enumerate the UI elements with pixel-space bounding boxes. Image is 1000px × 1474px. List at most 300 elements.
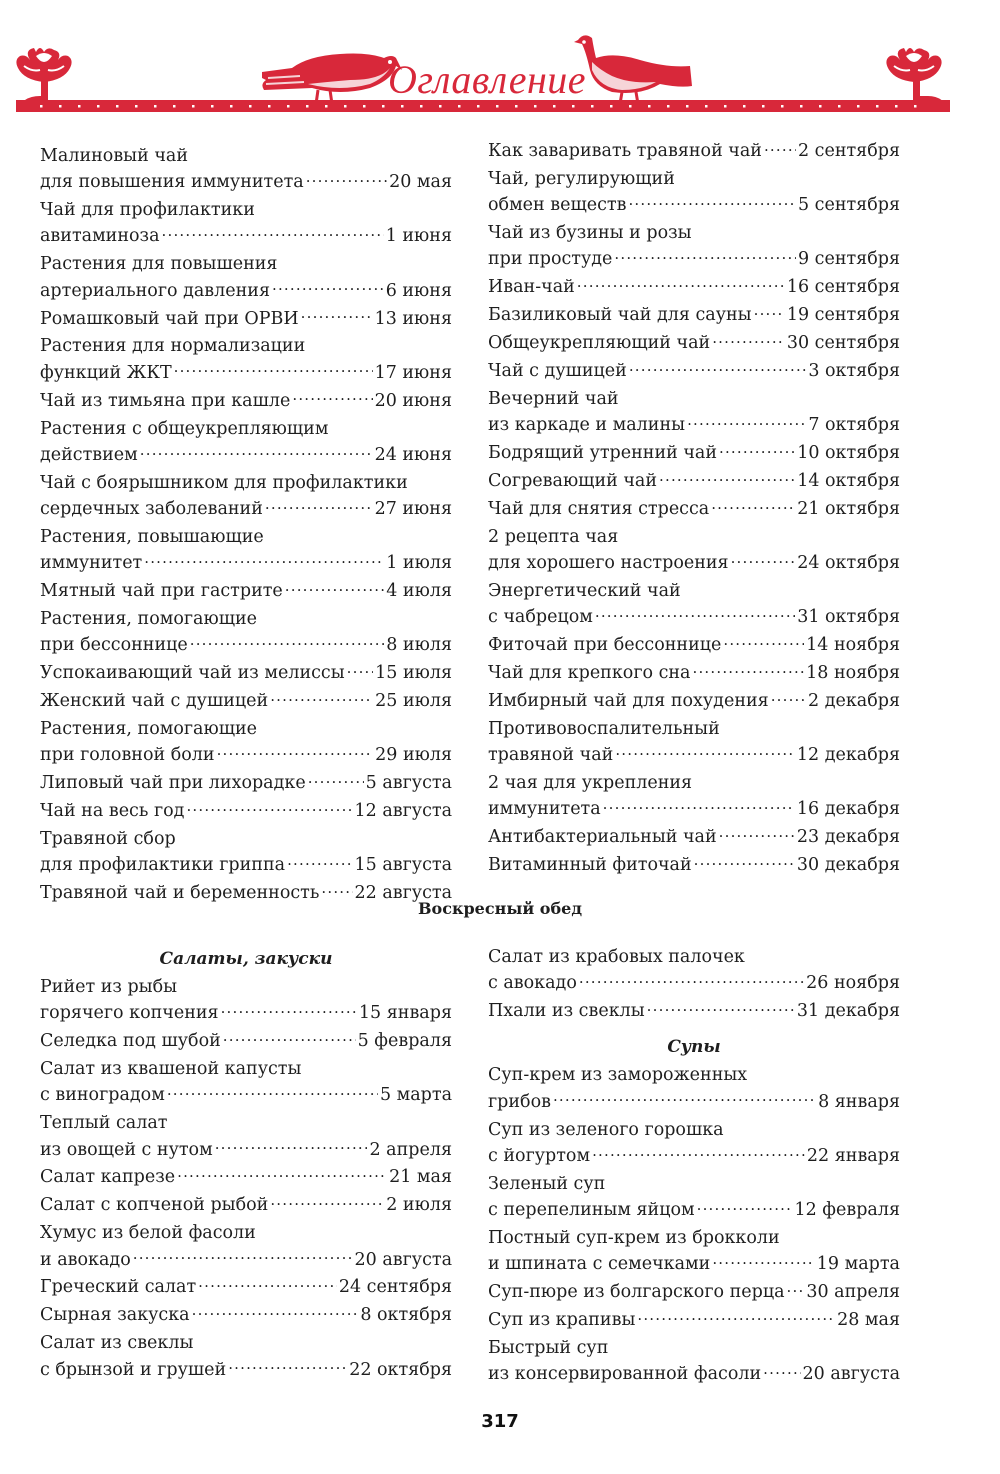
bar-dot xyxy=(705,105,708,108)
dot-leader xyxy=(215,1137,368,1155)
entry-date: 24 октября xyxy=(797,552,900,573)
toc-entry[interactable] xyxy=(40,416,452,469)
entry-title: Суп-пюре из болгарского перца xyxy=(488,1282,785,1303)
entry-leader-line xyxy=(488,246,900,272)
toc-entry[interactable] xyxy=(40,1164,452,1190)
entry-date: 17 июня xyxy=(374,362,452,383)
toc-entry[interactable] xyxy=(40,1220,452,1273)
dot-leader xyxy=(272,278,384,296)
entry-title: из овощей с нутом xyxy=(40,1139,213,1160)
toc-entry[interactable] xyxy=(488,998,900,1024)
bar-dot xyxy=(534,105,537,108)
toc-entry[interactable] xyxy=(488,468,900,494)
entry-title-line: Растения для нормализации xyxy=(40,336,306,357)
entry-title-line: Травяной сбор xyxy=(40,828,176,849)
entry-title: Иван-чай xyxy=(488,277,575,298)
entry-title-line: Постный суп-крем из брокколи xyxy=(488,1228,780,1249)
dot-leader xyxy=(223,1029,356,1047)
dot-leader xyxy=(579,971,804,989)
entry-leader-line xyxy=(488,440,900,466)
entry-title: Чай с душицей xyxy=(488,360,627,381)
dot-leader xyxy=(306,170,387,188)
entry-leader-line xyxy=(40,1082,452,1108)
entry-title-line: Рийет из рыбы xyxy=(40,977,178,997)
entry-date: 12 февраля xyxy=(794,1200,900,1221)
entry-date: 22 октября xyxy=(349,1359,452,1380)
dot-leader xyxy=(140,442,373,460)
entry-title: Чай для крепкого сна xyxy=(488,662,691,683)
dot-leader xyxy=(174,360,373,378)
toc-entry[interactable] xyxy=(40,470,452,523)
toc-entry[interactable] xyxy=(40,251,452,304)
toc-entry[interactable] xyxy=(488,1117,900,1170)
bar-dot xyxy=(363,105,366,108)
entry-title: Успокаивающий чай из мелиссы xyxy=(40,663,345,684)
soups-heading: Супы xyxy=(667,1037,721,1058)
dot-leader xyxy=(754,303,785,321)
bottom-column-right xyxy=(488,944,900,1389)
entry-date: 5 февраля xyxy=(357,1031,452,1052)
toc-entry[interactable] xyxy=(488,852,900,878)
dot-leader xyxy=(787,1280,805,1298)
entry-leader-line xyxy=(40,388,452,414)
entry-date: 16 сентября xyxy=(786,277,900,298)
toc-entry[interactable] xyxy=(40,1274,452,1300)
entry-leader-line xyxy=(40,1137,452,1163)
bar-dot xyxy=(192,105,195,108)
dot-leader xyxy=(292,388,372,406)
entry-leader-line xyxy=(488,496,900,522)
entry-title: при головной боли xyxy=(40,745,215,766)
toc-entry[interactable] xyxy=(40,770,452,796)
toc-entry[interactable] xyxy=(40,660,452,686)
entry-date: 2 декабря xyxy=(808,690,900,711)
dot-leader xyxy=(270,689,373,707)
entry-leader-line xyxy=(40,1192,452,1218)
bar-dot xyxy=(819,105,822,108)
dot-leader xyxy=(637,1308,835,1326)
toc-entry[interactable] xyxy=(488,496,900,522)
entry-leader-line xyxy=(40,632,452,658)
bar-dot xyxy=(116,105,119,108)
entry-title-line: 2 чая для укрепления xyxy=(488,772,693,793)
dot-leader xyxy=(723,633,804,651)
toc-entry[interactable] xyxy=(488,330,900,356)
entry-title: и авокадо xyxy=(40,1249,131,1270)
flower-right-icon xyxy=(886,48,941,102)
toc-entry[interactable] xyxy=(40,1302,452,1328)
page-title: Оглавление xyxy=(388,57,587,102)
entry-leader-line xyxy=(40,1164,452,1190)
entry-date: 20 июня xyxy=(374,390,452,411)
dot-leader xyxy=(687,413,806,431)
bird-left-icon xyxy=(262,54,402,105)
entry-leader-line xyxy=(488,274,900,300)
entry-date: 12 августа xyxy=(354,801,452,822)
entry-title-line: Растения, повышающие xyxy=(40,526,264,547)
flower-left-icon xyxy=(16,48,71,102)
entry-leader-line xyxy=(40,1357,452,1383)
entry-title-line: Суп из зеленого горошка xyxy=(488,1119,724,1140)
dot-leader xyxy=(177,1165,387,1183)
dot-leader xyxy=(190,633,385,651)
entry-title: грибов xyxy=(488,1091,551,1112)
toc-entry[interactable] xyxy=(488,824,900,850)
dot-leader xyxy=(629,358,806,376)
entry-leader-line xyxy=(488,1307,900,1333)
dot-leader xyxy=(694,853,795,871)
entry-leader-line xyxy=(488,330,900,356)
entry-title: для профилактики гриппа xyxy=(40,855,286,876)
toc-column-right xyxy=(488,138,900,880)
dot-leader xyxy=(692,660,804,678)
entry-date: 15 января xyxy=(358,1003,452,1024)
toc-entry[interactable] xyxy=(488,688,900,714)
entry-title: для повышения иммунитета xyxy=(40,172,304,193)
dot-leader xyxy=(217,743,374,761)
entry-title: с перепелиным яйцом xyxy=(488,1200,695,1221)
entry-leader-line xyxy=(40,169,452,195)
entry-leader-line xyxy=(40,278,452,304)
entry-title-line: Растения с общеукрепляющим xyxy=(40,418,329,439)
entry-leader-line xyxy=(488,550,900,576)
toc-entry[interactable] xyxy=(40,143,452,196)
entry-title: Имбирный чай для похудения xyxy=(488,690,769,711)
bar-dot xyxy=(40,105,43,108)
entry-leader-line xyxy=(488,688,900,714)
dot-leader xyxy=(133,1247,353,1265)
entry-title-line: Чай с боярышником для профилактики xyxy=(40,472,408,493)
entry-leader-line xyxy=(40,688,452,714)
entry-date: 30 декабря xyxy=(796,855,900,875)
toc-entry[interactable] xyxy=(40,388,452,414)
bar-dot xyxy=(439,105,442,108)
bar-dot xyxy=(724,105,727,108)
toc-entry[interactable] xyxy=(40,197,452,250)
entry-title: Салат с копченой рыбой xyxy=(40,1195,269,1216)
entry-leader-line xyxy=(40,1000,452,1026)
toc-entry[interactable] xyxy=(40,688,452,714)
entry-title: с авокадо xyxy=(488,973,577,994)
entry-title: Селедка под шубой xyxy=(40,1031,221,1052)
entry-title-line: Суп-крем из замороженных xyxy=(488,1065,748,1086)
entry-title: Женский чай с душицей xyxy=(40,691,269,712)
bar-dot xyxy=(591,105,594,108)
entry-leader-line xyxy=(488,632,900,658)
entry-title-line: Растения, помогающие xyxy=(40,718,258,739)
bar-dot xyxy=(78,105,81,108)
toc-entry[interactable] xyxy=(40,333,452,386)
entry-date: 20 августа xyxy=(802,1364,900,1385)
entry-title: Общеукрепляющий чай xyxy=(488,333,711,354)
page-number: 317 xyxy=(481,1411,519,1432)
entry-date: 19 сентября xyxy=(786,305,900,326)
toc-entry[interactable] xyxy=(40,716,452,769)
entry-date: 2 сентября xyxy=(797,141,900,161)
toc-entry[interactable] xyxy=(488,302,900,328)
dot-leader xyxy=(763,1362,800,1380)
dot-leader xyxy=(192,1303,359,1321)
entry-leader-line xyxy=(40,306,452,332)
toc-entry[interactable] xyxy=(488,660,900,686)
bar-dot xyxy=(287,105,290,108)
entry-leader-line xyxy=(40,1274,452,1300)
toc-entry[interactable] xyxy=(488,1279,900,1305)
toc-entry[interactable] xyxy=(40,1056,452,1109)
dot-leader xyxy=(592,1143,805,1161)
dot-leader xyxy=(577,275,785,293)
entry-date: 12 декабря xyxy=(796,745,900,766)
toc-entry[interactable] xyxy=(488,1062,900,1115)
entry-title: действием xyxy=(40,444,138,465)
entry-title: авитаминоза xyxy=(40,226,160,247)
entry-title-line: Салат из квашеной капусты xyxy=(40,1059,302,1080)
bar-dot xyxy=(477,105,480,108)
dot-leader xyxy=(167,1083,378,1101)
entry-title: горячего копчения xyxy=(40,1003,219,1024)
entry-leader-line xyxy=(488,1197,900,1223)
toc-entry[interactable] xyxy=(488,166,900,219)
entry-title-line: Зеленый суп xyxy=(488,1173,606,1194)
entry-leader-line xyxy=(488,970,900,996)
toc-entry[interactable] xyxy=(488,1307,900,1333)
bar-dot xyxy=(211,105,214,108)
bar-dot xyxy=(306,105,309,108)
dot-leader xyxy=(301,306,373,324)
toc-entry[interactable] xyxy=(40,578,452,604)
toc-entry[interactable] xyxy=(488,274,900,300)
toc-entry[interactable] xyxy=(40,524,452,577)
toc-entry[interactable] xyxy=(488,578,900,631)
dot-leader xyxy=(614,247,796,265)
entry-title: функций ЖКТ xyxy=(40,362,172,383)
entry-title: из консервированной фасоли xyxy=(488,1364,762,1385)
entry-date: 2 июля xyxy=(386,1195,452,1216)
entry-date: 14 октября xyxy=(797,470,900,491)
entry-date: 4 июля xyxy=(386,581,452,602)
dot-leader xyxy=(719,441,795,459)
entry-date: 22 января xyxy=(806,1145,900,1166)
bar-dot xyxy=(914,105,917,108)
dot-leader xyxy=(347,661,373,679)
entry-title: иммунитет xyxy=(40,553,143,574)
entry-date: 23 декабря xyxy=(796,827,900,848)
toc-entry[interactable] xyxy=(40,306,452,332)
entry-title-line: 2 рецепта чая xyxy=(488,526,619,547)
dot-leader xyxy=(265,497,373,515)
entry-date: 10 октября xyxy=(797,443,900,464)
entry-title: с чабрецом xyxy=(488,607,593,628)
entry-title: с виноградом xyxy=(40,1085,165,1106)
toc-entry[interactable] xyxy=(40,606,452,659)
entry-leader-line xyxy=(488,852,900,878)
entry-date: 1 июня xyxy=(385,226,452,247)
bird-right-icon xyxy=(574,35,692,104)
entry-title-line: Чай для профилактики xyxy=(40,200,255,221)
entry-leader-line xyxy=(40,798,452,824)
toc-entry[interactable] xyxy=(488,386,900,439)
entry-title: Сырная закуска xyxy=(40,1305,190,1326)
entry-date: 9 сентября xyxy=(797,249,900,270)
entry-title: Чай на весь год xyxy=(40,801,185,822)
bar-dot xyxy=(344,105,347,108)
entry-date: 5 сентября xyxy=(797,195,900,216)
entry-date: 8 января xyxy=(818,1091,900,1112)
bar-dot xyxy=(173,105,176,108)
toc-entry[interactable] xyxy=(40,826,452,879)
toc-entry[interactable] xyxy=(488,440,900,466)
bar-dot xyxy=(401,105,404,108)
salads-list-continued xyxy=(488,944,900,1024)
bar-dot xyxy=(686,105,689,108)
entry-title: артериального давления xyxy=(40,280,270,301)
dot-leader xyxy=(711,496,795,514)
bar-dot xyxy=(249,105,252,108)
entry-date: 6 июня xyxy=(385,280,452,301)
entry-title-line: Растения, помогающие xyxy=(40,608,258,629)
entry-leader-line xyxy=(40,496,452,522)
toc-entry[interactable] xyxy=(40,1330,452,1383)
toc-entry[interactable] xyxy=(488,358,900,384)
entry-title-line: Теплый салат xyxy=(40,1113,168,1134)
bar-dot xyxy=(97,105,100,108)
salads-heading: Салаты, закуски xyxy=(159,949,333,969)
entry-title-line: Чай, регулирующий xyxy=(488,168,675,189)
entry-title: Греческий салат xyxy=(40,1277,197,1298)
entry-title: Мятный чай при гастрите xyxy=(40,581,283,602)
dot-leader xyxy=(221,1001,357,1019)
bar-dot xyxy=(515,105,518,108)
entry-title: Чай из тимьяна при кашле xyxy=(40,390,291,411)
entry-leader-line xyxy=(488,1089,900,1115)
entry-title: Травяной чай и беременность xyxy=(40,883,320,904)
entry-title: Фиточай при бессоннице xyxy=(488,635,722,656)
dot-leader xyxy=(198,1275,337,1293)
dot-leader xyxy=(719,825,795,843)
toc-entry[interactable] xyxy=(488,716,900,769)
entry-leader-line xyxy=(488,1361,900,1387)
bar-dot xyxy=(59,105,62,108)
dot-leader xyxy=(697,1198,793,1216)
entry-date: 18 ноября xyxy=(806,662,900,683)
entry-leader-line xyxy=(40,660,452,686)
section-title: Воскресный обед xyxy=(418,899,582,918)
toc-entry[interactable] xyxy=(40,1028,452,1054)
entry-date: 29 июля xyxy=(375,745,452,766)
entry-title: иммунитета xyxy=(488,799,601,820)
entry-date: 5 марта xyxy=(379,1085,452,1106)
entry-title: Витаминный фиточай xyxy=(488,855,692,875)
entry-date: 3 октября xyxy=(808,360,900,381)
entry-leader-line xyxy=(488,1143,900,1169)
bar-dot xyxy=(154,105,157,108)
dot-leader xyxy=(186,799,352,817)
entry-date: 1 июля xyxy=(386,553,452,574)
toc-entry[interactable] xyxy=(40,974,452,1027)
entry-leader-line xyxy=(488,660,900,686)
entry-leader-line xyxy=(488,742,900,768)
entry-title-line: Энергетический чай xyxy=(488,580,681,601)
entry-title: Ромашковый чай при ОРВИ xyxy=(40,308,299,329)
entry-date: 2 апреля xyxy=(369,1139,452,1160)
entry-date: 7 октября xyxy=(808,415,900,436)
bar-dot xyxy=(496,105,499,108)
entry-title: травяной чай xyxy=(488,745,614,766)
entry-leader-line xyxy=(40,223,452,249)
entry-title-line: Малиновый чай xyxy=(40,146,189,166)
entry-leader-line xyxy=(40,1302,452,1328)
bar-dot xyxy=(325,105,328,108)
entry-leader-line xyxy=(40,1028,452,1054)
entry-date: 19 марта xyxy=(816,1254,900,1275)
entry-leader-line xyxy=(488,192,900,218)
toc-entry[interactable] xyxy=(40,1110,452,1163)
dot-leader xyxy=(228,1357,347,1375)
bar-dot xyxy=(857,105,860,108)
entry-leader-line xyxy=(488,796,900,822)
dot-leader xyxy=(712,1252,814,1270)
toc-entry[interactable] xyxy=(488,1335,900,1388)
bar-dot xyxy=(230,105,233,108)
entry-title: с йогуртом xyxy=(488,1145,591,1166)
entry-leader-line xyxy=(40,360,452,386)
entry-leader-line xyxy=(488,1251,900,1277)
bar-dot xyxy=(648,105,651,108)
entry-date: 30 сентября xyxy=(786,333,900,354)
dot-leader xyxy=(308,771,364,789)
toc-entry[interactable] xyxy=(488,1225,900,1278)
toc-entry[interactable] xyxy=(488,138,900,164)
toc-entry[interactable] xyxy=(488,220,900,273)
dot-leader xyxy=(764,139,796,157)
entry-title: Антибактериальный чай xyxy=(488,827,717,848)
bar-dot xyxy=(838,105,841,108)
entry-title: Суп из крапивы xyxy=(488,1310,636,1331)
toc-entry[interactable] xyxy=(488,944,900,997)
toc-column-left xyxy=(40,143,452,908)
entry-date: 24 июня xyxy=(374,444,452,465)
entry-title: Чай для снятия стресса xyxy=(488,498,710,519)
entry-date: 15 августа xyxy=(354,855,452,876)
entry-date: 16 декабря xyxy=(796,799,900,820)
dot-leader xyxy=(162,224,384,242)
toc-entry[interactable] xyxy=(40,1192,452,1218)
bar-dot xyxy=(743,105,746,108)
dot-leader xyxy=(731,550,796,568)
entry-title: Бодрящий утренний чай xyxy=(488,443,717,464)
entry-title: Липовый чай при лихорадке xyxy=(40,773,306,794)
entry-date: 27 июня xyxy=(374,499,452,520)
toc-entry[interactable] xyxy=(488,1171,900,1224)
dot-leader xyxy=(603,797,795,815)
toc-entry[interactable] xyxy=(40,798,452,824)
salads-column-left xyxy=(40,938,452,1384)
entry-title: сердечных заболеваний xyxy=(40,499,263,520)
entry-title: Согревающий чай xyxy=(488,470,658,491)
dot-leader xyxy=(285,579,384,597)
dot-leader xyxy=(628,193,796,211)
entry-leader-line xyxy=(488,1279,900,1305)
entry-title: Салат капрезе xyxy=(40,1167,176,1188)
entry-title-line: Чай из бузины и розы xyxy=(488,223,692,244)
toc-entry[interactable] xyxy=(488,770,900,823)
entry-title-line: Салат из крабовых палочек xyxy=(488,947,745,967)
bar-dot xyxy=(382,105,385,108)
entry-date: 31 октября xyxy=(797,607,900,628)
entry-leader-line xyxy=(488,604,900,630)
toc-entry[interactable] xyxy=(488,524,900,577)
toc-entry[interactable] xyxy=(488,632,900,658)
